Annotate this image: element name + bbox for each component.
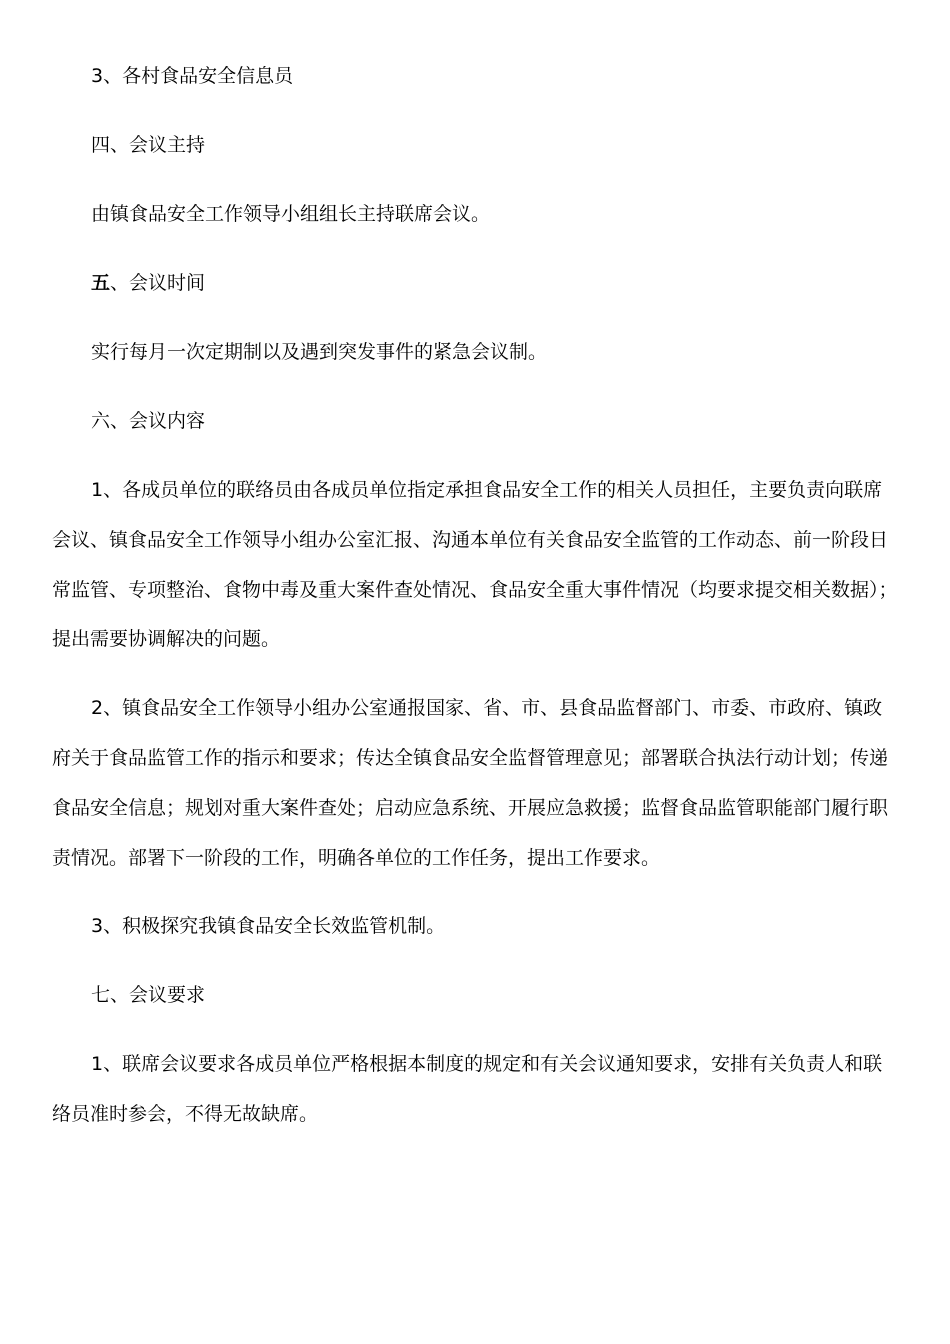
paragraph-host: 由镇食品安全工作领导小组组长主持联席会议。 [91,203,491,225]
section-heading-label: 、会议时间 [110,272,206,294]
paragraph-line: 府关于食品监管工作的指示和要求；传达全镇食品安全监督管理意见；部署联合执法行动计划；传递 [52,747,889,769]
list-item-info-officers: 3、各村食品安全信息员 [91,65,294,87]
paragraph-line: 常监管、专项整治、食物中毒及重大案件查处情况、食品安全重大事件情况（均要求提交相关数据）； [52,579,898,601]
section-heading-content: 六、会议内容 [91,410,206,432]
paragraph-line: 会议、镇食品安全工作领导小组办公室汇报、沟通本单位有关食品安全监管的工作动态、前一阶段日 [52,529,889,551]
paragraph-line: 2、镇食品安全工作领导小组办公室通报国家、省、市、县食品监督部门、市委、市政府、镇政 [91,697,883,719]
paragraph-time: 实行每月一次定期制以及遇到突发事件的紧急会议制。 [91,341,548,363]
section-number: 五 [91,272,111,294]
section-heading-requirements: 七、会议要求 [91,984,206,1006]
section-heading-host: 四、会议主持 [91,134,206,156]
paragraph-line: 提出需要协调解决的问题。 [52,628,281,650]
paragraph-mechanism: 3、积极探究我镇食品安全长效监管机制。 [91,915,446,937]
paragraph-line: 食品安全信息；规划对重大案件查处；启动应急系统、开展应急救援；监督食品监管职能部门履行职 [52,797,889,819]
paragraph-line: 络员准时参会，不得无故缺席。 [52,1103,319,1125]
paragraph-line: 1、联席会议要求各成员单位严格根据本制度的规定和有关会议通知要求，安排有关负责人和联 [91,1053,883,1075]
paragraph-line: 责情况。部署下一阶段的工作，明确各单位的工作任务，提出工作要求。 [52,847,661,869]
section-heading-time [91,271,902,295]
paragraph-line: 1、各成员单位的联络员由各成员单位指定承担食品安全工作的相关人员担任，主要负责向联席 [91,479,883,501]
